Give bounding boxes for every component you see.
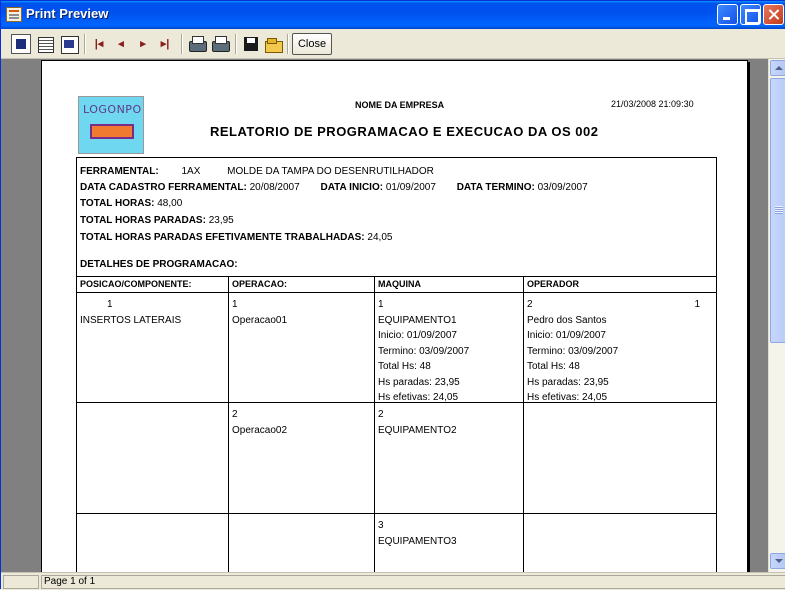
maq-termino: Termino: 03/09/2007 [378,345,470,357]
ferramental-desc: MOLDE DA TAMPA DO DESENRUTILHADOR [227,166,434,177]
status-bar [1,572,785,590]
scroll-up-button[interactable] [770,60,785,76]
table-row [77,514,716,572]
total-horas-label: TOTAL HORAS: [80,198,155,209]
table-cell [524,514,716,572]
maq-name: EQUIPAMENTO1 [378,314,457,326]
logo-bar [90,124,134,139]
op-num: 1 [232,299,238,310]
ferramental-row [80,166,434,177]
op-name: Operacao01 [232,314,288,326]
total-horas-row [80,198,182,209]
title-bar[interactable] [1,1,785,29]
total-paradas-value: 23,95 [208,215,234,226]
page-width-icon[interactable] [35,34,55,54]
pos-num: 1 [107,299,113,310]
previous-page-icon[interactable]: ◂ [118,38,124,50]
opr-name: Pedro dos Santos [527,314,607,326]
toolbar-separator [235,34,237,54]
scroll-grip-icon [775,206,783,214]
toolbar-separator [181,34,183,54]
opr-paradas: Hs paradas: 23,95 [527,376,609,388]
column-header: OPERACAO: [229,277,375,292]
detalhes-label: DETALHES DE PROGRAMACAO: [80,259,238,270]
total-efetivas-row [80,232,392,243]
close-window-button[interactable] [763,4,784,25]
info-section [77,158,716,276]
ferramental-label: FERRAMENTAL: [80,166,159,177]
report-page [41,60,748,572]
table-cell [77,403,229,513]
opr-num: 2 [527,299,533,310]
maq-total: Total Hs: 48 [378,361,431,372]
company-logo [78,96,144,154]
report-title: RELATORIO DE PROGRAMACAO E EXECUCAO DA OS 002 [210,124,599,139]
table-cell [229,403,375,513]
opr-num-right: 1 [694,299,700,310]
preview-area[interactable] [1,59,768,572]
maq-name: EQUIPAMENTO3 [378,535,457,547]
print-setup-icon[interactable] [187,34,207,54]
total-efetivas-value: 24,05 [367,232,393,243]
opr-inicio: Inicio: 01/09/2007 [527,330,606,341]
maq-efetivas: Hs efetivas: 24,05 [378,392,459,403]
data-cadastro-label: DATA CADASTRO FERRAMENTAL: [80,182,247,193]
total-paradas-row [80,215,234,226]
vertical-scrollbar[interactable] [768,59,785,572]
print-preview-icon [6,7,22,22]
op-name: Operacao02 [232,424,288,436]
data-cadastro-value: 20/08/2007 [249,182,300,193]
data-termino-label: DATA TERMINO: [456,182,535,193]
last-page-icon[interactable]: ▸| [160,38,170,50]
pos-name: INSERTOS LATERAIS [80,314,182,326]
next-page-icon[interactable]: ▸ [140,38,146,50]
company-name: NOME DA EMPRESA [355,100,445,110]
column-header: OPERADOR [527,279,580,289]
first-page-icon[interactable]: |◂ [94,38,104,50]
maq-name: EQUIPAMENTO2 [378,424,457,436]
total-efetivas-label: TOTAL HORAS PARADAS EFETIVAMENTE TRABALHADAS: [80,232,365,243]
status-panel [3,575,39,589]
minimize-button[interactable] [717,4,738,25]
open-folder-icon[interactable] [263,34,283,54]
table-cell [375,293,524,402]
column-header: MAQUINA [375,277,524,292]
page-indicator: Page 1 of 1 [41,575,785,589]
total-horas-value: 48,00 [157,198,183,209]
maq-num: 3 [378,520,384,531]
close-button[interactable]: Close [292,33,332,55]
maq-num: 2 [378,409,384,420]
opr-efetivas: Hs efetivas: 24,05 [527,392,608,403]
table-cell [375,514,524,572]
logo-text: LOGONPO [83,103,142,116]
datas-row [80,182,588,193]
data-inicio-value: 01/09/2007 [385,182,436,193]
maq-num: 1 [378,299,384,310]
report-datetime: 21/03/2008 21:09:30 [611,99,694,109]
table-cell [77,514,229,572]
table-cell [524,293,716,402]
report-body [76,157,717,572]
table-header [77,277,716,293]
print-icon[interactable] [210,34,230,54]
table-row [77,403,716,514]
total-paradas-label: TOTAL HORAS PARADAS: [80,215,206,226]
table-cell [229,293,375,402]
toolbar-separator [287,34,289,54]
column-header: POSICAO/COMPONENTE: [77,277,229,292]
table-cell [524,403,716,513]
detalhes-row [80,259,238,270]
maq-paradas: Hs paradas: 23,95 [378,376,460,388]
data-termino-value: 03/09/2007 [537,182,588,193]
one-page-icon[interactable] [11,34,31,54]
scroll-down-button[interactable] [770,553,785,569]
table-cell [229,514,375,572]
ferramental-code: 1AX [181,166,201,177]
op-num: 2 [232,409,238,420]
maq-inicio: Inicio: 01/09/2007 [378,330,457,341]
toolbar-separator [84,34,86,54]
table-cell [77,293,229,402]
whole-page-icon[interactable] [59,34,79,54]
opr-total: Total Hs: 48 [527,361,580,372]
programming-table [77,276,716,572]
maximize-button[interactable] [740,4,761,25]
window-title: Print Preview [26,6,109,21]
opr-termino: Termino: 03/09/2007 [527,345,619,357]
data-inicio-label: DATA INICIO: [320,182,384,193]
toolbar [1,29,785,59]
table-row [77,293,716,403]
scroll-thumb[interactable] [770,78,785,343]
save-icon[interactable] [241,34,261,54]
table-cell [375,403,524,513]
